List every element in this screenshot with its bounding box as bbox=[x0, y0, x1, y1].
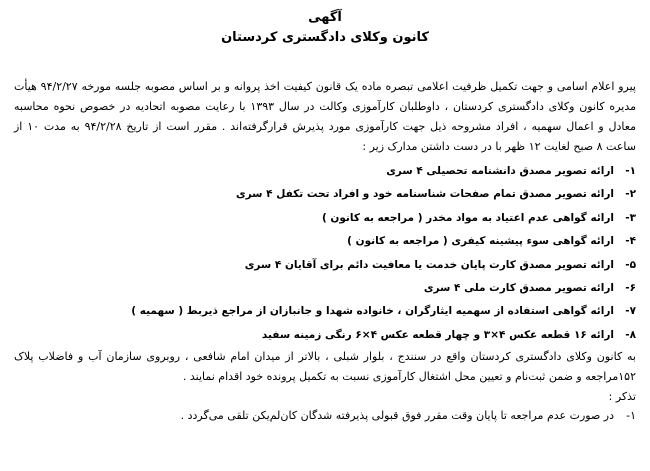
requirement-text: ارائه تصویر مصدق دانشنامه تحصیلی ۴ سری bbox=[386, 165, 614, 177]
notice-subheading: کانون وکلای دادگستری کردستان bbox=[221, 30, 429, 45]
note-label: تذکر : bbox=[608, 390, 636, 404]
requirements-list bbox=[14, 160, 636, 347]
requirement-item bbox=[14, 300, 636, 323]
requirement-text: ارائه گواهی عدم اعتیاد به مواد مخدر ( مراجعه به کانون ) bbox=[321, 211, 614, 224]
note-text: در صورت عدم مراجعه تا پایان وقت مقرر فوق قبولی پذیرفته شدگان کان‌لم‌یکن تلقی می‌گردد . bbox=[180, 409, 614, 423]
requirement-item bbox=[14, 230, 636, 253]
requirement-text: ارائه تصویر مصدق تمام صفحات شناسنامه خود و افراد تحت تکفل ۴ سری bbox=[236, 188, 614, 201]
requirement-number: ۵- bbox=[625, 258, 636, 271]
requirement-item bbox=[14, 207, 636, 230]
notice-heading: آگهی bbox=[308, 10, 342, 25]
requirement-text: ارائه گواهی سوء پیشینه کیفری ( مراجعه به کانون ) bbox=[347, 235, 614, 248]
requirement-text: ارائه گواهی استفاده از سهمیه ایثارگران ، خانواده شهدا و جانبازان از مراجع ذیربط ( سهمیه ) bbox=[131, 305, 614, 318]
closing-paragraph: به کانون وکلای دادگستری کردستان واقع در سنندج ، بلوار شبلی ، بالاتر از میدان امام شافعی ، روبروی سازمان آب و فاضلاب پلاک ۱۵۲مراجعه و ضمن ثبت‌نام و تعیین محل اشتغال کارآموزی نسبت به تکمیل پرونده خود اقدام نمایند . bbox=[14, 350, 636, 384]
requirement-item bbox=[14, 277, 636, 300]
requirement-number: ۶- bbox=[625, 282, 636, 295]
requirement-number: ۴- bbox=[625, 235, 636, 248]
requirement-item bbox=[14, 160, 636, 183]
notice-header bbox=[0, 8, 650, 48]
requirement-text: ارائه تصویر مصدق کارت ملی ۴ سری bbox=[423, 282, 614, 295]
requirement-number: ۸- bbox=[625, 328, 636, 341]
requirement-item bbox=[14, 183, 636, 206]
requirement-item bbox=[14, 254, 636, 277]
note-number: ۱- bbox=[626, 409, 636, 423]
requirement-text: ارائه ۱۶ قطعه عکس ۴×۳ و چهار قطعه عکس ۴×۶ رنگی زمینه سفید bbox=[261, 328, 614, 341]
requirement-number: ۲- bbox=[625, 188, 636, 201]
requirement-number: ۱- bbox=[625, 165, 636, 177]
requirement-number: ۳- bbox=[625, 211, 636, 224]
requirement-item bbox=[14, 324, 636, 347]
requirement-number: ۷- bbox=[625, 305, 636, 318]
notice-body bbox=[14, 77, 636, 425]
requirement-text: ارائه تصویر مصدق کارت پایان خدمت یا معافیت دائم برای آقایان ۴ سری bbox=[244, 258, 614, 271]
note-item bbox=[14, 406, 636, 425]
intro-paragraph: پیرو اعلام اسامی و جهت تکمیل ظرفیت اعلامی تبصره ماده یک قانون کیفیت اخذ پروانه و بر اساس مصوبه جلسه مورخه ۹۴/۲/۲۷ هیأت مدیره کانون وکلای دادگستری کردستان ، داوطلبان کارآموزی وکالت در سال ۱۳۹۳ با رعایت مصوبه اتحادیه در خصوص نحوه محاسبه معادل و اعمال سهمیه ، افراد مشروحه ذیل جهت کارآموزی مورد پذیرش قرارگرفته‌اند . مقرر است از تاریخ ۹۴/۲/۲۸ به مدت ۱۰ از ساعت ۸ صبح لغایت ۱۲ ظهر با در دست داشتن مدارک زیر : bbox=[14, 80, 636, 153]
